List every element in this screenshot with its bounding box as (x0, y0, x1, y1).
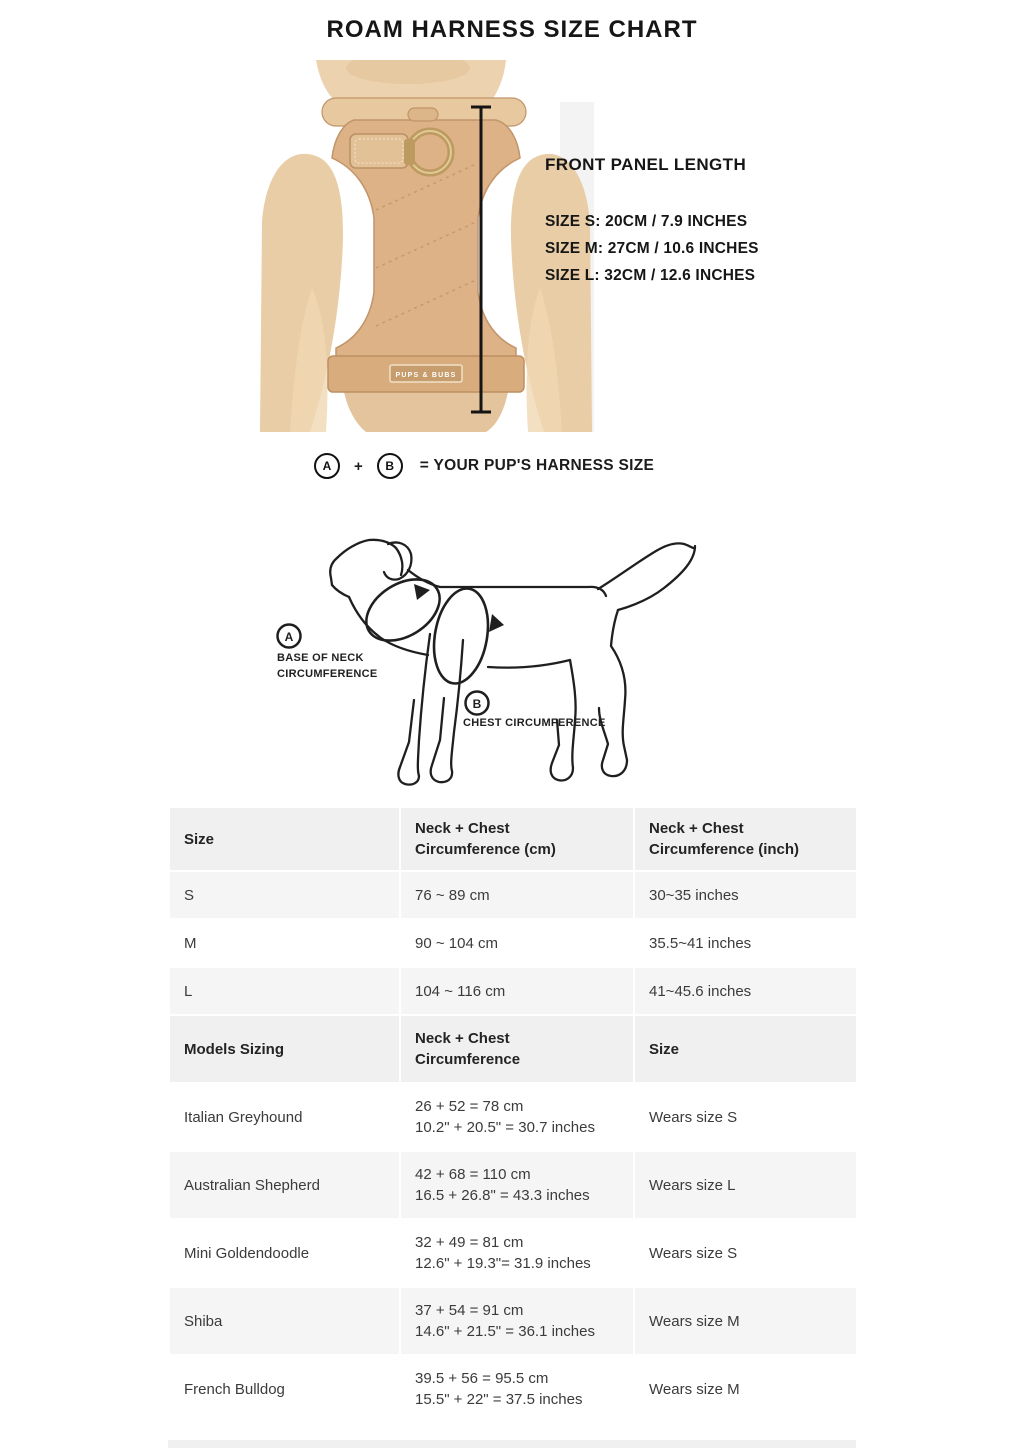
cm-cell: 76 ~ 89 cm (401, 872, 633, 918)
table-row-italian-greyhound (170, 1084, 856, 1150)
size-cell: M (170, 920, 399, 966)
neck-loop (355, 567, 450, 653)
chest-caption: CHEST CIRCUMFERENCE (463, 717, 606, 729)
size-cell: S (170, 872, 399, 918)
table-row-australian-shepherd (170, 1152, 856, 1218)
measure-cell: 26 + 52 = 78 cm 10.2" + 20.5" = 30.7 inches (401, 1084, 633, 1150)
front-panel-heading: FRONT PANEL LENGTH (545, 155, 747, 174)
model-cell: Italian Greyhound (170, 1084, 399, 1150)
plus-sign: + (354, 457, 363, 475)
inch-cell: 30~35 inches (635, 872, 856, 918)
inch-cell: 41~45.6 inches (635, 968, 856, 1014)
table-row-shiba (170, 1288, 856, 1354)
sizing-table (168, 806, 856, 1424)
table-row-french-bulldog (170, 1356, 856, 1422)
size-chart-table (168, 806, 858, 1424)
front-panel-size-l: SIZE L: 32CM / 12.6 INCHES (545, 267, 756, 284)
measure-cell: 42 + 68 = 110 cm 16.5 + 26.8" = 43.3 inches (401, 1152, 633, 1218)
wears-size-cell: Wears size L (635, 1152, 856, 1218)
model-cell: Australian Shepherd (170, 1152, 399, 1218)
harness-photo (258, 60, 594, 432)
size-table-header-row (170, 808, 856, 870)
wears-size-cell: Wears size S (635, 1084, 856, 1150)
models-table-header-row (170, 1016, 856, 1082)
harness-top-loop (408, 108, 438, 121)
model-cell: French Bulldog (170, 1356, 399, 1422)
neck-caption-line2: CIRCUMFERENCE (277, 668, 378, 680)
wears-size-cell: Wears size M (635, 1288, 856, 1354)
front-panel-size-s: SIZE S: 20CM / 7.9 INCHES (545, 213, 748, 230)
header-size2: Size (635, 1016, 856, 1082)
size-cell: L (170, 968, 399, 1014)
harness-brand-label: PUPS & BUBS (395, 372, 457, 379)
header-measure: Neck + Chest Circumference (401, 1016, 633, 1082)
measuring-diagram (268, 518, 773, 803)
table-row-mini-goldendoodle (170, 1220, 856, 1286)
wears-size-cell: Wears size S (635, 1220, 856, 1286)
front-panel-info (545, 155, 825, 289)
cm-cell: 104 ~ 116 cm (401, 968, 633, 1014)
front-panel-size-m: SIZE M: 27CM / 10.6 INCHES (545, 240, 759, 257)
harness (322, 98, 526, 392)
front-panel-sizes (545, 208, 825, 289)
table-row-size-s (170, 872, 856, 918)
dog-outline-illustration (268, 518, 773, 803)
svg-text:B: B (472, 697, 482, 711)
neck-loop-arrowhead (414, 584, 430, 600)
formula-result-text: = YOUR PUP'S HARNESS SIZE (419, 457, 655, 474)
header-models: Models Sizing (170, 1016, 399, 1082)
model-cell: Mini Goldendoodle (170, 1220, 399, 1286)
svg-text:A: A (284, 630, 294, 644)
header-size: Size (170, 808, 399, 870)
wears-size-cell: Wears size M (635, 1356, 856, 1422)
table-row-size-l (170, 968, 856, 1014)
harness-photo-illustration (258, 60, 594, 432)
header-cm: Neck + Chest Circumference (cm) (401, 808, 633, 870)
measure-cell: 39.5 + 56 = 95.5 cm 15.5" + 22" = 37.5 inches (401, 1356, 633, 1422)
measure-cell: 37 + 54 = 91 cm 14.6" + 21.5" = 36.1 inches (401, 1288, 633, 1354)
header-inch: Neck + Chest Circumference (inch) (635, 808, 856, 870)
chest-loop-arrowhead (489, 614, 504, 632)
formula-a-badge: A (314, 453, 340, 479)
dog-outline (330, 540, 695, 785)
badge-b (466, 692, 489, 715)
model-cell: Shiba (170, 1288, 399, 1354)
cm-cell: 90 ~ 104 cm (401, 920, 633, 966)
measure-cell: 32 + 49 = 81 cm 12.6" + 19.3"= 31.9 inches (401, 1220, 633, 1286)
neck-caption-line1: BASE OF NECK (277, 652, 364, 664)
inch-cell: 35.5~41 inches (635, 920, 856, 966)
table-row-size-m (170, 920, 856, 966)
next-table-row-peek (168, 1440, 856, 1448)
page-title: ROAM HARNESS SIZE CHART (326, 16, 698, 43)
harness-size-formula (314, 453, 654, 479)
formula-b-badge: B (377, 453, 403, 479)
badge-a (278, 625, 301, 648)
